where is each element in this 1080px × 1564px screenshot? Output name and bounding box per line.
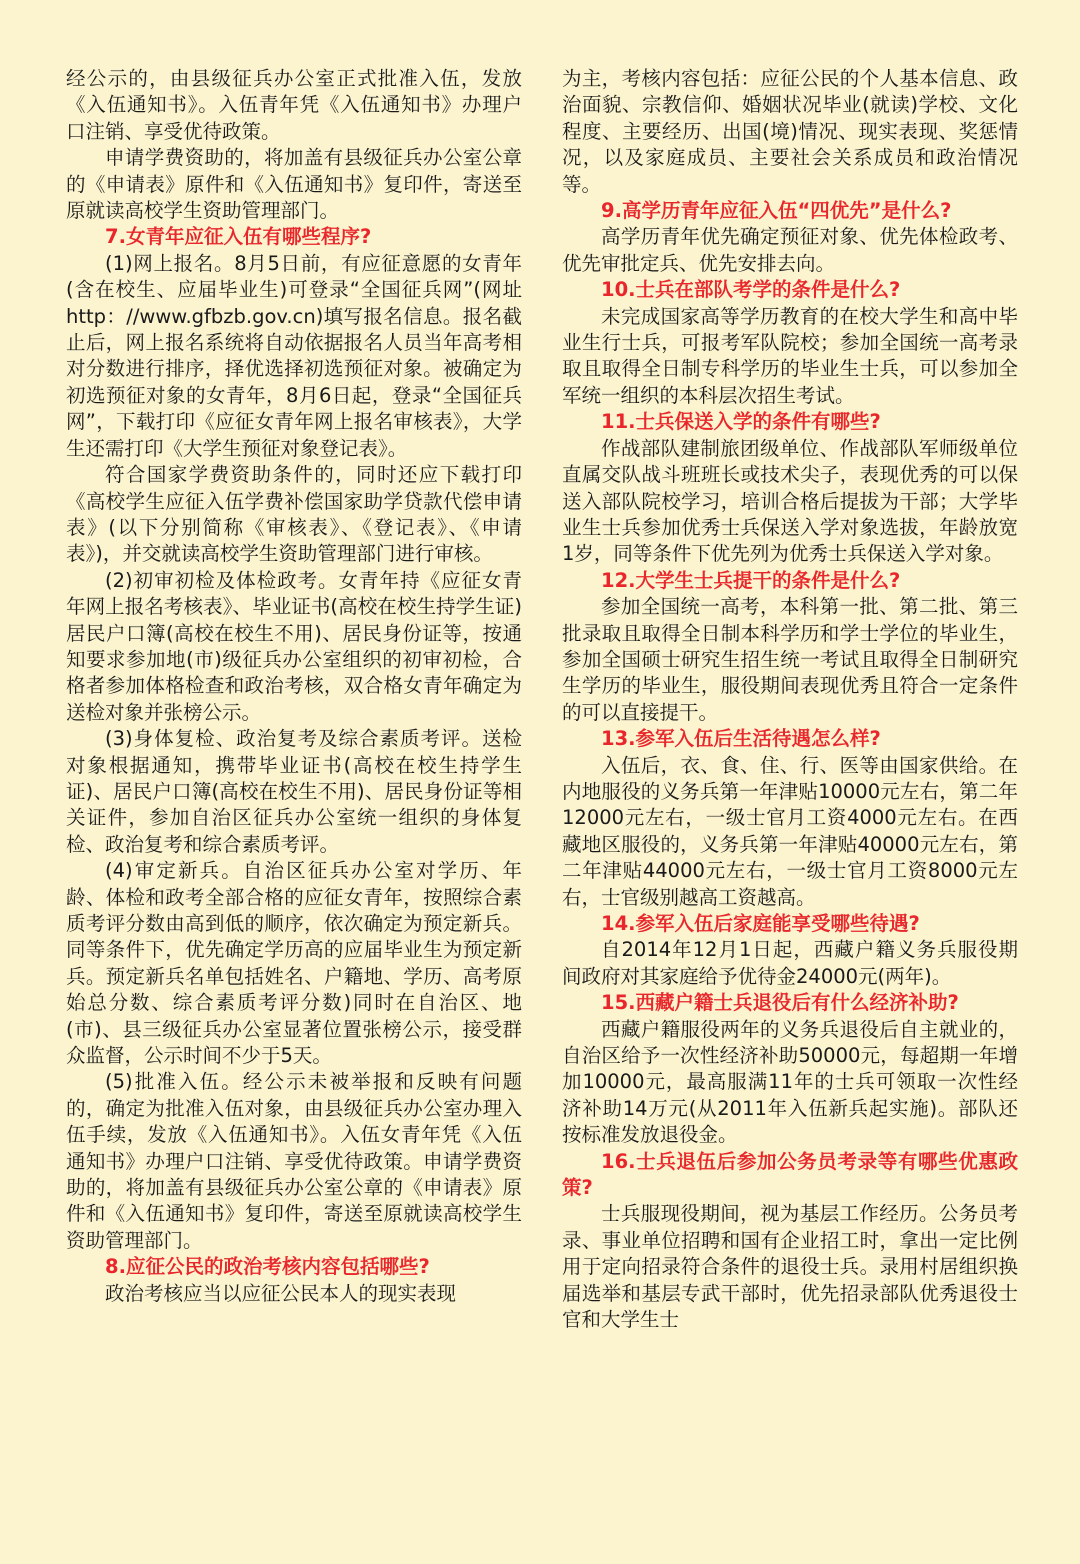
section-heading: 9.高学历青年应征入伍“四优先”是什么? — [601, 199, 952, 223]
body-paragraph: 高学历青年优先确定预征对象、优先体检政考、优先审批定兵、优先安排去向。 — [562, 225, 1018, 275]
section-heading: 10.士兵在部队考学的条件是什么? — [601, 278, 901, 302]
body-paragraph: (1)网上报名。8月5日前，有应征意愿的女青年(含在校生、应届毕业生)可登录“全国征兵网”(网址http：//www.gfbzb.gov.cn)填写报名信息。报名截止后，网上报名系统将自动依据报名人员当年高考相对分数进行排序，择优选择初选预征对象。被确定为初选预征对象的女青年，8月6日起，登录“全国征兵网”，下载打印《应征女青年网上报名审核表》，大学生还需打印《大学生预征对象登记表》。 — [66, 251, 522, 460]
section-heading: 13.参军入伍后生活待遇怎么样? — [601, 727, 881, 751]
body-paragraph: 入伍后，衣、食、住、行、医等由国家供给。在内地服役的义务兵第一年津贴10000元左右，第二年12000元左右，一级士官月工资4000元左右。在西藏地区服役的，义务兵第一年津贴40000元左右，第二年津贴44000元左右，一级士官月工资8000元左右，士官级别越高工资越高。 — [562, 753, 1018, 909]
section-heading: 14.参军入伍后家庭能享受哪些待遇? — [601, 912, 920, 935]
section-heading: 16.士兵退伍后参加公务员考录等有哪些优惠政策? — [562, 1149, 1018, 1200]
body-paragraph: (4)审定新兵。自治区征兵办公室对学历、年龄、体检和政考全部合格的应征女青年，按照综合素质考评分数由高到低的顺序，依次确定为预定新兵。同等条件下，优先确定学历高的应届毕业生为预定新兵。预定新兵名单包括姓名、户籍地、学历、高考原始总分数、综合素质考评分数)同时在自治区、地(市)、县三级征兵办公室显著位置张榜公示，接受群众监督，公示时间不少于5天。 — [66, 859, 522, 1068]
left-column — [66, 66, 522, 1500]
body-paragraph: 西藏户籍服役两年的义务兵退役后自主就业的，自治区给予一次性经济补助50000元，每超期一年增加10000元，最高服满11年的士兵可领取一次性经济补助14万元(从2011年入伍新兵起实施)。部队还按标准发放退役金。 — [562, 1017, 1018, 1147]
body-paragraph: 政治考核应当以应征公民本人的现实表现 — [105, 1281, 457, 1305]
body-paragraph: 士兵服现役期间，视为基层工作经历。公务员考录、事业单位招聘和国有企业招工时，拿出一定比例用于定向招录符合条件的退役士兵。录用村居组织换届选举和基层专武干部时，优先招录部队优秀退役士官和大学生士 — [562, 1202, 1018, 1332]
body-paragraph: 为主，考核内容包括：应征公民的个人基本信息、政治面貌、宗教信仰、婚姻状况毕业(就读)学校、文化程度、主要经历、出国(境)情况、现实表现、奖惩情况，以及家庭成员、主要社会关系成员和政治情况等。 — [562, 67, 1018, 196]
body-paragraph: 自2014年12月1日起，西藏户籍义务兵服役期间政府对其家庭给予优待金24000元(两年)。 — [562, 938, 1018, 988]
body-paragraph: 符合国家学费资助条件的，同时还应下载打印《高校学生应征入伍学费补偿国家助学贷款代偿申请表》(以下分别简称《审核表》、《登记表》、《申请表》)，并交就读高校学生资助管理部门进行审核。 — [66, 463, 522, 566]
body-paragraph: 未完成国家高等学历教育的在校大学生和高中毕业生行士兵，可报考军队院校；参加全国统一高考录取且取得全日制专科学历的毕业生士兵，可以参加全军统一组织的本科层次招生考试。 — [562, 304, 1018, 407]
section-heading: 11.士兵保送入学的条件有哪些? — [601, 410, 881, 434]
body-paragraph: 经公示的，由县级征兵办公室正式批准入伍，发放《入伍通知书》。入伍青年凭《入伍通知书》办理户口注销、享受优待政策。 — [66, 67, 522, 143]
body-paragraph: (2)初审初检及体检政考。女青年持《应征女青年网上报名考核表》、毕业证书(高校在校生持学生证)居民户口簿(高校在校生不用)、居民身份证等，按通知要求参加地(市)级征兵办公室组织的初审初检，合格者参加体格检查和政治考核，双合格女青年确定为送检对象并张榜公示。 — [66, 568, 522, 724]
section-heading: 12.大学生士兵提干的条件是什么? — [601, 568, 901, 592]
body-paragraph: (5)批准入伍。经公示未被举报和反映有问题的，确定为批准入伍对象，由县级征兵办公室办理入伍手续，发放《入伍通知书》。入伍女青年凭《入伍通知书》办理户口注销、享受优待政策。申请学费资助的，将加盖有县级征兵办公室公章的《申请表》原件和《入伍通知书》复印件，寄送至原就读高校学生资助管理部门。 — [66, 1070, 522, 1252]
body-paragraph: 作战部队建制旅团级单位、作战部队军师级单位直属交队战斗班班长或技术尖子，表现优秀的可以保送入部队院校学习，培训合格后提拔为干部；大学毕业生士兵参加优秀士兵保送入学对象选拔，年龄放宽1岁，同等条件下优先列为优秀士兵保送入学对象。 — [562, 436, 1018, 566]
section-heading: 8.应征公民的政治考核内容包括哪些? — [105, 1255, 430, 1279]
body-paragraph: 申请学费资助的，将加盖有县级征兵办公室公章的《申请表》原件和《入伍通知书》复印件，寄送至原就读高校学生资助管理部门。 — [66, 146, 522, 223]
right-column — [562, 66, 1018, 1500]
section-heading: 15.西藏户籍士兵退役后有什么经济补助? — [601, 991, 959, 1015]
section-heading: 7.女青年应征入伍有哪些程序? — [105, 225, 372, 249]
body-paragraph: 参加全国统一高考，本科第一批、第二批、第三批录取且取得全日制本科学历和学士学位的毕业生，参加全国硕士研究生招生统一考试且取得全日制研究生学历的毕业生，服役期间表现优秀且符合一定条件的可以直接提干。 — [562, 595, 1018, 724]
body-paragraph: (3)身体复检、政治复考及综合素质考评。送检对象根据通知，携带毕业证书(高校在校生持学生证)、居民户口簿(高校在校生不用)、居民身份证等相关证件，参加自治区征兵办公室统一组织的身体复检、政治复考和综合素质考评。 — [66, 727, 522, 856]
